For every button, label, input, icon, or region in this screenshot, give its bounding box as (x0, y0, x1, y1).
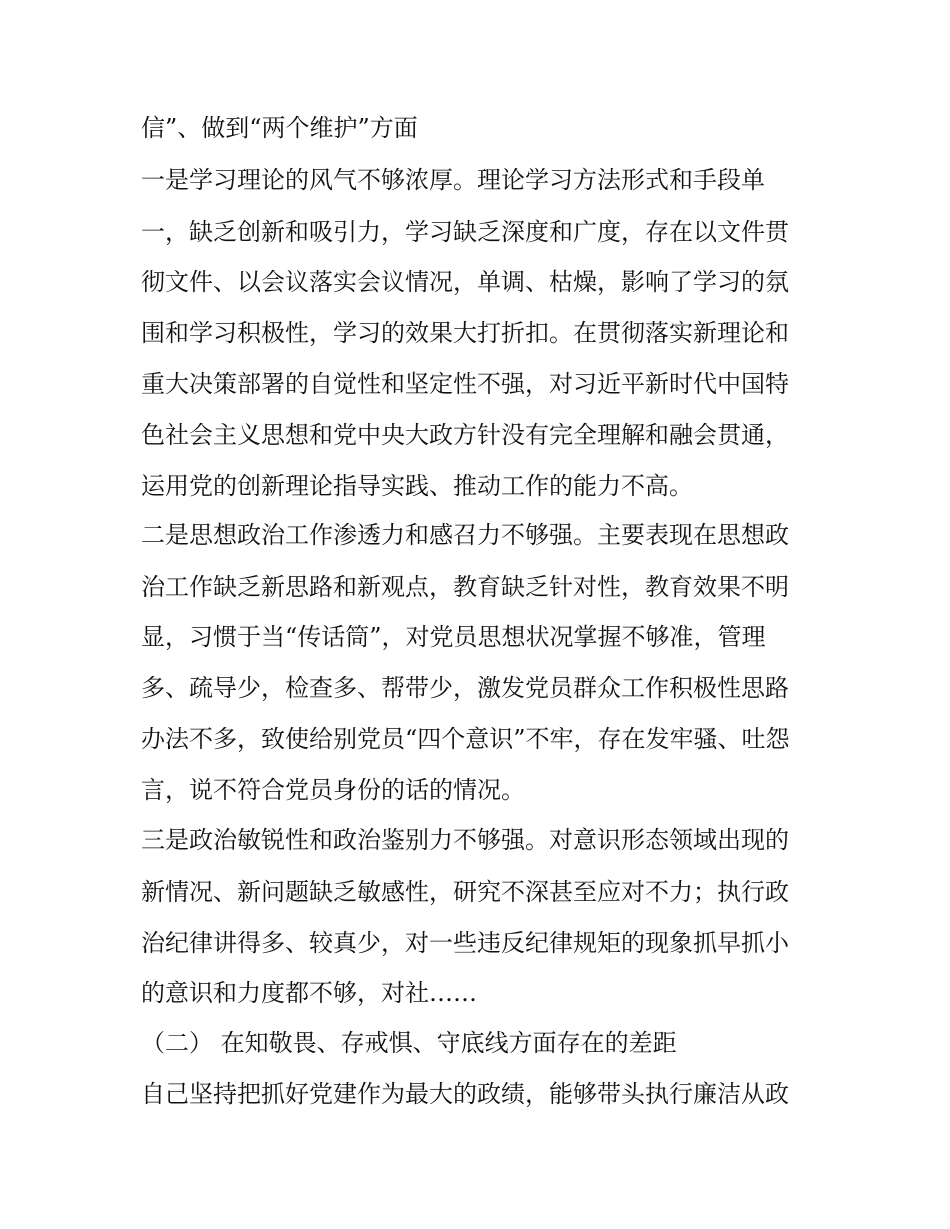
text-line: 治工作缺乏新思路和新观点，教育缺乏针对性，教育效果不明 (141, 573, 789, 601)
text-line: 信”、做到“两个维护”方面 (141, 114, 418, 142)
text-line: 围和学习积极性，学习的效果大打折扣。在贯彻落实新理论和 (141, 319, 789, 347)
text-line: 自己坚持把抓好党建作为最大的政绩，能够带头执行廉洁从政 (141, 1080, 789, 1108)
text-line: 多、疏导少，检查多、帮带少，激发党员群众工作积极性思路 (141, 674, 789, 702)
text-line: 一，缺乏创新和吸引力，学习缺乏深度和广度，存在以文件贯 (141, 218, 789, 246)
text-line: 三是政治敏锐性和政治鉴别力不够强。对意识形态领域出现的 (141, 826, 789, 854)
text-line: 办法不多，致使给别党员“四个意识”不牢，存在发牢骚、吐怨 (141, 725, 790, 753)
text-line: 的意识和力度都不够，对社…… (141, 979, 477, 1007)
section-heading: （二） 在知敬畏、存戒惧、守底线方面存在的差距 (141, 1029, 677, 1057)
text-line: 显，习惯于当“传话筒”，对党员思想状况掌握不够准，管理 (141, 623, 766, 651)
text-line: 一是学习理论的风气不够浓厚。理论学习方法形式和手段单 (141, 166, 765, 194)
text-line: 彻文件、以会议落实会议情况，单调、枯燥，影响了学习的氛 (141, 268, 789, 296)
text-line: 重大决策部署的自觉性和坚定性不强，对习近平新时代中国特 (141, 370, 789, 398)
text-line: 新情况、新问题缺乏敏感性，研究不深甚至应对不力；执行政 (141, 878, 789, 906)
text-line: 色社会主义思想和党中央大政方针没有完全理解和融会贯通， (141, 421, 789, 449)
text-line: 运用党的创新理论指导实践、推动工作的能力不高。 (141, 472, 693, 500)
text-line: 二是思想政治工作渗透力和感召力不够强。主要表现在思想政 (141, 521, 789, 549)
text-line: 言，说不符合党员身份的话的情况。 (141, 776, 525, 804)
text-line: 治纪律讲得多、较真少，对一些违反纪律规矩的现象抓早抓小 (141, 929, 789, 957)
